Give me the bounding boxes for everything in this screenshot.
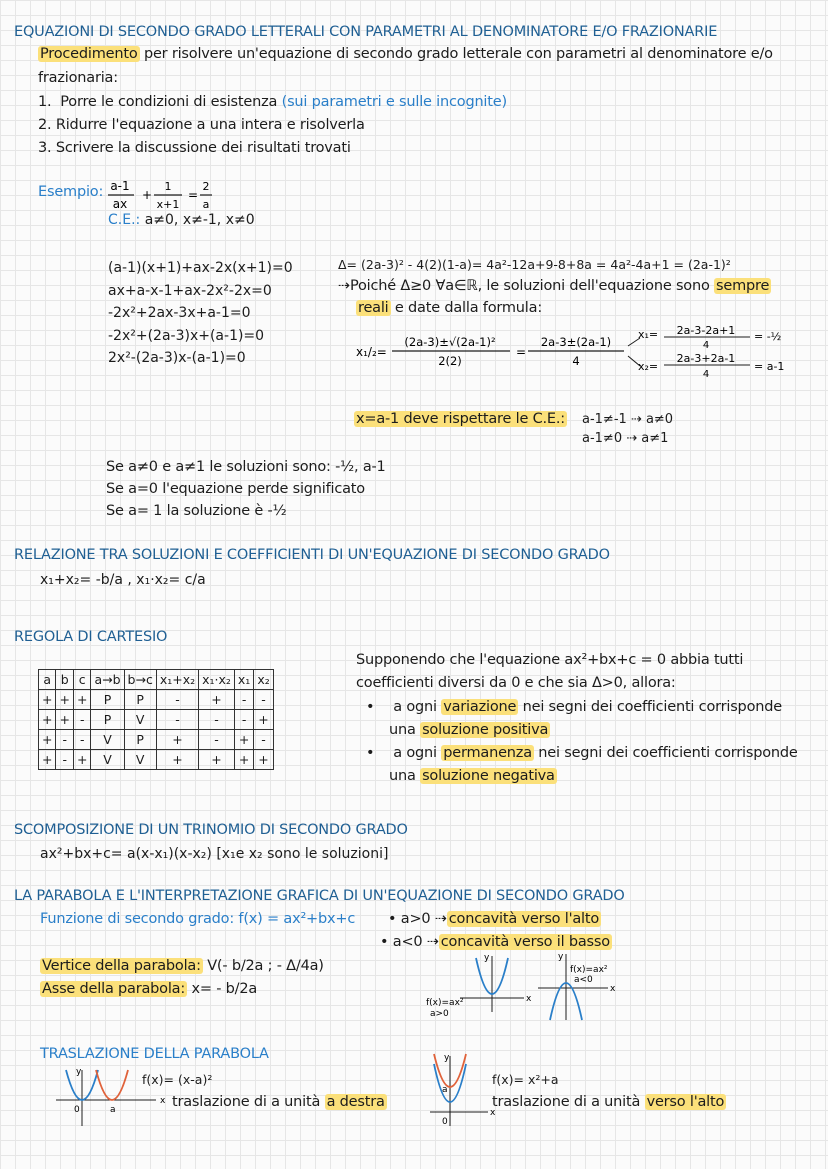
table-cell: + xyxy=(56,710,73,730)
table-cell: + xyxy=(39,690,56,710)
step-line: ax+a-x-1+ax-2x²-2x=0 xyxy=(108,282,272,299)
axis-highlight: Asse della parabola: xyxy=(42,981,186,997)
graph2-y-axis-label: y xyxy=(558,952,564,962)
table-header-row xyxy=(39,670,274,690)
eq-den-1: ax xyxy=(112,197,128,211)
permanenza-highlight: permanenza xyxy=(443,745,532,761)
discussion xyxy=(106,456,386,522)
eq-den-2: x+1 xyxy=(156,198,180,211)
table-row xyxy=(39,730,274,750)
concavity-down xyxy=(380,934,612,950)
table-cell: + xyxy=(199,690,235,710)
poiche-highlight-1: sempre xyxy=(716,278,770,294)
table-cell: + xyxy=(234,730,253,750)
discussion-line-1: Se a≠0 e a≠1 le soluzioni sono: -½, a-1 xyxy=(106,459,386,475)
cond-text: • a<0 ⇢ xyxy=(380,934,439,950)
t1-origin-label: 0 xyxy=(74,1105,80,1115)
vertex-formula: V(- b/2a ; - Δ/4a) xyxy=(207,958,324,974)
t2-text xyxy=(492,1094,726,1110)
x12-den: 2(2) xyxy=(438,354,462,368)
step-note: (sui parametri e sulle incognite) xyxy=(281,94,507,110)
step-line: 2x²-(2a-3)x-(a-1)=0 xyxy=(108,350,246,366)
traslazione-title: TRASLAZIONE DELLA PARABOLA xyxy=(40,1046,269,1062)
alto-highlight: verso l'alto xyxy=(646,1094,725,1110)
example-equation xyxy=(106,176,226,214)
table-cell: + xyxy=(199,750,235,770)
table-cell: + xyxy=(73,690,90,710)
concavity-down-highlight: concavità verso il basso xyxy=(440,934,610,950)
col-header: c xyxy=(73,670,90,690)
cartesio-bullet-1 xyxy=(366,699,782,715)
graph1-cond: a>0 xyxy=(430,1009,449,1019)
example-label: Esempio: xyxy=(38,184,104,200)
poiche-main: ⇢Poiché Δ≥0 ∀a∈ℝ, le soluzioni dell'equazione sono xyxy=(338,278,715,294)
x1-den: 4 xyxy=(702,340,710,351)
step-line: -2x²+2ax-3x+a-1=0 xyxy=(108,305,251,321)
x2-den: 4 xyxy=(702,369,710,380)
translation-up-graph xyxy=(426,1050,506,1130)
table-row xyxy=(39,750,274,770)
graph1-label: f(x)=ax² xyxy=(426,998,464,1008)
table-cell: V xyxy=(124,750,156,770)
poiche-highlight-2: reali xyxy=(358,300,389,316)
ce-check-lines xyxy=(582,410,673,448)
t1-x-axis-label: x xyxy=(160,1096,166,1106)
table-cell: + xyxy=(156,730,198,750)
x2-result: = a-1 xyxy=(754,360,785,373)
example-steps xyxy=(108,257,293,370)
x12-den2: 4 xyxy=(572,354,580,368)
table-cell: + xyxy=(156,750,198,770)
positiva-highlight: soluzione positiva xyxy=(422,722,549,738)
t2-origin-label: 0 xyxy=(442,1117,448,1127)
table-cell: - xyxy=(56,750,73,770)
concavity-up xyxy=(388,911,601,927)
procedure-intro xyxy=(38,46,773,62)
procedure-step-3: 3. Scrivere la discussione dei risultati trovati xyxy=(38,140,351,156)
graph2-cond: a<0 xyxy=(574,975,593,985)
t1-text xyxy=(172,1094,387,1110)
cartesio-bullet-2 xyxy=(366,745,798,761)
col-header: x₂ xyxy=(254,670,273,690)
table-cell: + xyxy=(234,750,253,770)
x2-num: 2a-3+2a-1 xyxy=(676,352,736,365)
step-text: Porre le condizioni di esistenza xyxy=(60,94,282,110)
negativa-highlight: soluzione negativa xyxy=(422,768,555,784)
ce-check-highlight: x=a-1 deve rispettare le C.E.: xyxy=(356,411,565,427)
ce-conditions: a≠0, x≠-1, x≠0 xyxy=(144,212,255,228)
t2-a-mark: a xyxy=(442,1085,448,1095)
eq-equals: = xyxy=(188,188,199,202)
x12-num: (2a-3)±√(2a-1)² xyxy=(404,335,496,349)
parabola-graphs xyxy=(418,950,628,1025)
t2-x-axis-label: x xyxy=(490,1108,496,1118)
table-cell: P xyxy=(91,710,124,730)
col-header: a→b xyxy=(91,670,124,690)
concavity-up-highlight: concavità verso l'alto xyxy=(448,911,600,927)
poiche-rest: e date dalla formula: xyxy=(390,300,542,316)
bullet-dot: • xyxy=(366,745,375,761)
table-cell: - xyxy=(56,730,73,750)
procedure-step-1 xyxy=(38,94,507,110)
ce-label: C.E.: xyxy=(108,212,141,228)
cartesio-table xyxy=(38,669,274,770)
discussion-line-3: Se a= 1 la soluzione è -½ xyxy=(106,503,287,519)
bullet-text: a ogni xyxy=(393,699,442,715)
table-cell: - xyxy=(234,690,253,710)
axis-line xyxy=(40,981,257,997)
table-cell: - xyxy=(73,730,90,750)
table-cell: V xyxy=(124,710,156,730)
table-cell: + xyxy=(39,750,56,770)
table-cell: + xyxy=(254,750,273,770)
cartesio-bullet-2b xyxy=(389,768,557,784)
table-cell: - xyxy=(234,710,253,730)
table-cell: + xyxy=(56,690,73,710)
variazione-highlight: variazione xyxy=(443,699,517,715)
t2-description: traslazione di a unità xyxy=(492,1094,645,1110)
table-cell: V xyxy=(91,750,124,770)
section-title-scomposizione: SCOMPOSIZIONE DI UN TRINOMIO DI SECONDO GRADO xyxy=(14,822,408,838)
x1-result: = -½ xyxy=(754,330,782,343)
bullet-text: nei segni dei coefficienti corrisponde xyxy=(518,699,782,715)
table-cell: - xyxy=(199,730,235,750)
table-cell: - xyxy=(156,710,198,730)
col-header: x₁+x₂ xyxy=(156,670,198,690)
col-header: b→c xyxy=(124,670,156,690)
t1-label: f(x)= (x-a)² xyxy=(142,1072,213,1087)
bullet-text: una xyxy=(389,722,421,738)
section-title-relazione: RELAZIONE TRA SOLUZIONI E COEFFICIENTI DI UN'EQUAZIONE DI SECONDO GRADO xyxy=(14,547,610,563)
x12-label: x₁/₂= xyxy=(356,345,387,359)
discussion-line-2: Se a=0 l'equazione perde significato xyxy=(106,481,365,497)
solution-formula xyxy=(352,324,822,382)
table-cell: + xyxy=(39,730,56,750)
cartesio-bullet-1b xyxy=(389,722,550,738)
table-cell: P xyxy=(91,690,124,710)
t2-y-axis-label: y xyxy=(444,1053,450,1063)
bullet-text: nei segni dei coefficienti corrisponde xyxy=(533,745,798,761)
col-header: a xyxy=(39,670,56,690)
cartesio-text-2: coefficienti diversi da 0 e che sia Δ>0, allora: xyxy=(356,675,676,691)
ce-check-line-1: a-1≠-1 ⇢ a≠0 xyxy=(582,412,674,427)
table-cell: - xyxy=(199,710,235,730)
ce-check-line-2: a-1≠0 ⇢ a≠1 xyxy=(582,431,669,446)
destra-highlight: a destra xyxy=(326,1094,385,1110)
table-cell: + xyxy=(39,710,56,730)
t1-y-axis-label: y xyxy=(76,1067,82,1077)
cond-text: • a>0 ⇢ xyxy=(388,911,447,927)
table-row xyxy=(39,690,274,710)
procedure-intro-line2: frazionaria: xyxy=(38,70,118,86)
t1-description: traslazione di a unità xyxy=(172,1094,325,1110)
table-cell: - xyxy=(156,690,198,710)
procedure-intro-text: per risolvere un'equazione di secondo grado letterale con parametri al denominatore e/o xyxy=(139,46,773,62)
col-header: x₁·x₂ xyxy=(199,670,235,690)
eq-num-2: 1 xyxy=(164,180,172,193)
graph2-x-axis-label: x xyxy=(610,984,616,994)
table-cell: - xyxy=(254,690,273,710)
x1-label: x₁= xyxy=(638,328,659,341)
bullet-text: a ogni xyxy=(393,745,442,761)
ce-check-title xyxy=(354,411,567,427)
table-cell: + xyxy=(73,750,90,770)
eq-den-3: a xyxy=(202,198,210,211)
step-line: -2x²+(2a-3)x+(a-1)=0 xyxy=(108,327,265,344)
t2-label: f(x)= x²+a xyxy=(492,1072,559,1087)
poiche-text xyxy=(338,278,771,294)
poiche-text-2 xyxy=(356,300,542,316)
graph1-y-axis-label: y xyxy=(484,953,490,963)
procedure-highlight: Procedimento xyxy=(40,46,138,62)
table-cell: V xyxy=(91,730,124,750)
delta-formula: Δ= (2a-3)² - 4(2)(1-a)= 4a²-12a+9-8+8a = 4a²-4a+1 = (2a-1)² xyxy=(338,257,731,272)
col-header: x₁ xyxy=(234,670,253,690)
table-cell: P xyxy=(124,690,156,710)
table-cell: - xyxy=(254,730,273,750)
axis-formula: x= - b/2a xyxy=(191,981,258,997)
vertex-line xyxy=(40,958,324,974)
vertex-highlight: Vertice della parabola: xyxy=(42,958,201,974)
section-title-parabola: LA PARABOLA E L'INTERPRETAZIONE GRAFICA DI UN'EQUAZIONE DI SECONDO GRADO xyxy=(14,888,625,904)
bullet-text: una xyxy=(389,768,421,784)
graph2-label: f(x)=ax² xyxy=(570,965,608,975)
bullet-dot: • xyxy=(366,699,375,715)
cartesio-text-1: Supponendo che l'equazione ax²+bx+c = 0 abbia tutti xyxy=(356,652,744,668)
x1-num: 2a-3-2a+1 xyxy=(676,324,736,337)
table-cell: - xyxy=(73,710,90,730)
eq-plus: + xyxy=(142,188,153,202)
t1-a-mark: a xyxy=(110,1105,116,1115)
table-row xyxy=(39,710,274,730)
table-cell: P xyxy=(124,730,156,750)
eq-num-3: 2 xyxy=(202,180,210,193)
relazione-formula: x₁+x₂= -b/a , x₁·x₂= c/a xyxy=(40,572,206,588)
scomposizione-formula: ax²+bx+c= a(x-x₁)(x-x₂) [x₁e x₂ sono le soluzioni] xyxy=(40,846,389,862)
x12-num2: 2a-3±(2a-1) xyxy=(540,335,612,349)
section-title-letterali: EQUAZIONI DI SECONDO GRADO LETTERALI CON PARAMETRI AL DENOMINATORE E/O FRAZIONARIE xyxy=(14,24,718,40)
section-title-cartesio: REGOLA DI CARTESIO xyxy=(14,629,168,645)
x2-label: x₂= xyxy=(638,360,659,373)
step-number: 1. xyxy=(38,94,52,110)
x12-eq: = xyxy=(516,345,527,359)
example-ce xyxy=(108,212,255,228)
eq-num-1: a-1 xyxy=(110,179,130,193)
col-header: b xyxy=(56,670,73,690)
graph1-x-axis-label: x xyxy=(526,994,532,1004)
step-line: (a-1)(x+1)+ax-2x(x+1)=0 xyxy=(108,260,293,276)
parabola-function: Funzione di secondo grado: f(x) = ax²+bx+c xyxy=(40,911,356,927)
table-cell: + xyxy=(254,710,273,730)
procedure-step-2: 2. Ridurre l'equazione a una intera e risolverla xyxy=(38,117,365,133)
